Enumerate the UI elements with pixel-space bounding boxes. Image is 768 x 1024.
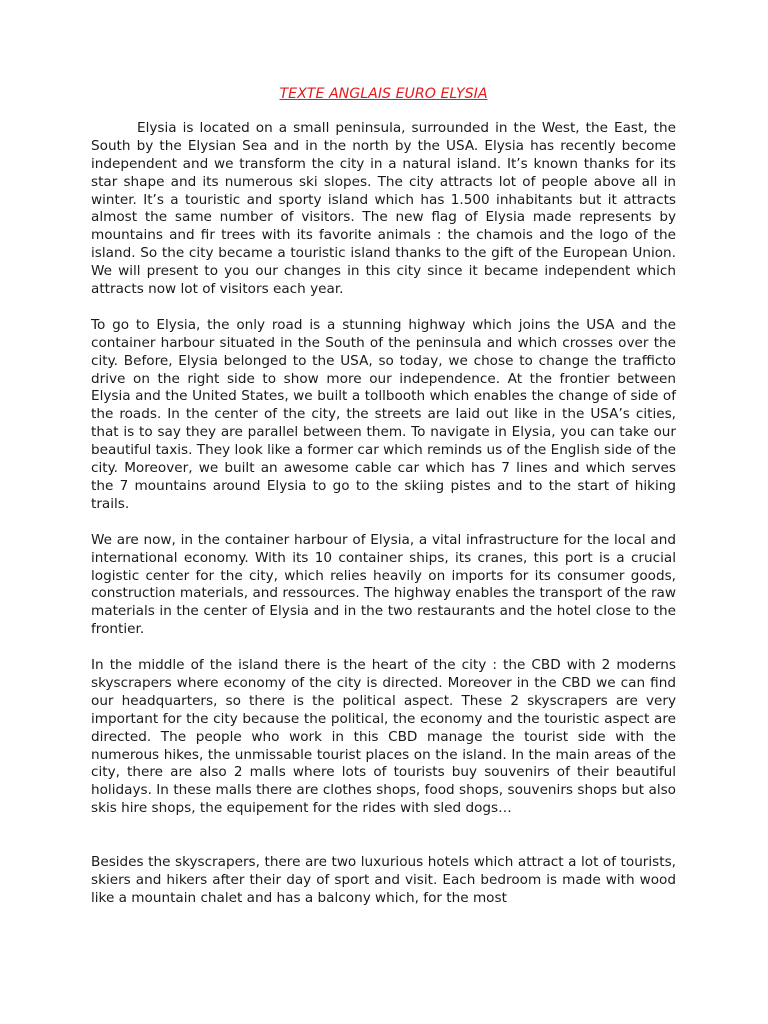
paragraph-hotels: Besides the skyscrapers, there are two luxurious hotels which attract a lot of tourists, skiers and hikers after their day of sport and visit. Each bedroom is made with wood like a mountain chalet and has a balcony which, for the most: [91, 854, 676, 906]
paragraph-cbd: In the middle of the island there is the heart of the city : the CBD with 2 moderns skyscrapers where economy of the city is directed. Moreover in the CBD we can find our headquarters, so there is the political aspect. These 2 skyscrapers are very important for the city because the political, the economy and the touristic aspect are directed. The people who work in this CBD manage the tourist side with the numerous hikes, the unmissable tourist places on the island. In the main areas of the city, there are also 2 malls where lots of tourists buy souvenirs of their beautiful holidays. In these malls there are clothes shops, food shops, souvenirs shops but also skis hire shops, the equipement for the rides with sled dogs…: [91, 657, 676, 817]
paragraph-harbour: We are now, in the container harbour of Elysia, a vital infrastructure for the local and international economy. With its 10 container ships, its cranes, this port is a crucial logistic center for the city, which relies heavily on imports for its consumer goods, construction materials, and ressources. The highway enables the transport of the raw materials in the center of Elysia and in the two restaurants and the hotel close to the frontier.: [91, 531, 676, 638]
paragraph-introduction: Elysia is located on a small peninsula, surrounded in the West, the East, the South by the Elysian Sea and in the north by the USA. Elysia has recently become independent and we transform the city in a natural island. It’s known thanks for its star shape and its numerous ski slopes. The city attracts lot of people above all in winter. It’s a touristic and sporty island which has 1.500 inhabitants but it attracts almost the same number of visitors. The new flag of Elysia made represents by mountains and fir trees with its favorite animals : the chamois and the logo of the island. So the city became a touristic island thanks to the gift of the European Union. We will present to you our changes in this city since it became independent which attracts now lot of visitors each year.: [91, 119, 676, 298]
paragraph-transport: To go to Elysia, the only road is a stunning highway which joins the USA and the container harbour situated in the South of the peninsula and which crosses over the city. Before, Elysia belonged to the USA, so today, we chose to change the trafficto drive on the right side to show more our independence. At the frontier between Elysia and the United States, we built a tollbooth which enables the change of side of the roads. In the center of the city, the streets are laid out like in the USA’s cities, that is to say they are parallel between them. To navigate in Elysia, you can take our beautiful taxis. They look like a former car which reminds us of the English side of the city. Moreover, we built an awesome cable car which has 7 lines and which serves the 7 mountains around Elysia to go to the skiing pistes and to the start of hiking trails.: [91, 316, 676, 512]
document-page: [91, 86, 676, 926]
document-title: TEXTE ANGLAIS EURO ELYSIA: [279, 86, 488, 102]
